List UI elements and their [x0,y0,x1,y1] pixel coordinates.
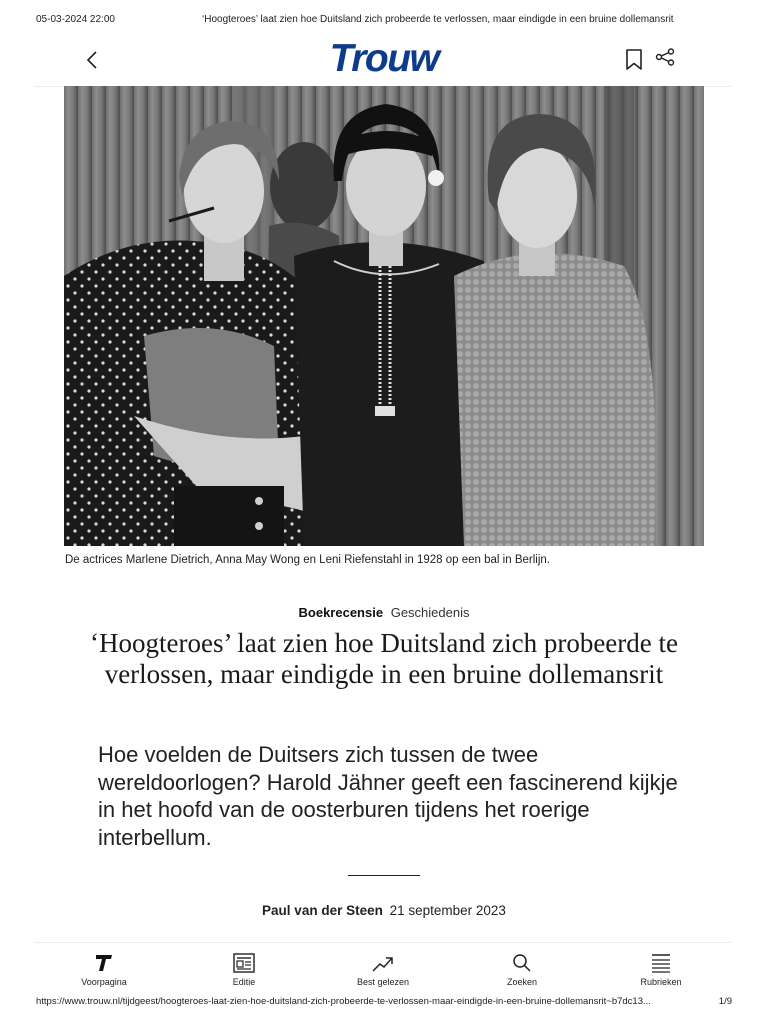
article-photo-image [64,86,704,546]
article-intro: Hoe voelden de Duitsers zich tussen de twee wereldoorlogen? Harold Jähner geeft een fascinerend kijkje in het hoofd van de oosterburen tijdens het roerige interbellum. [98,742,678,850]
top-bar [34,36,732,87]
nav-item-editie[interactable] [194,949,294,987]
share-icon [654,48,676,66]
search-icon [512,953,532,973]
print-datetime: 05-03-2024 22:00 [36,14,115,25]
trending-icon [372,955,394,973]
print-page-number: 1/9 [718,996,732,1007]
genre-label[interactable]: Boekrecensie [298,605,384,620]
nav-label: Rubrieken [640,977,682,987]
article-photo [64,86,704,546]
bookmark-icon [624,48,644,72]
print-title: ‘Hoogteroes’ laat zien hoe Duitsland zich probeerde te verlossen, maar eindigde in een bruine dollemansrit [202,14,674,25]
divider [348,875,420,876]
list-icon [650,953,672,973]
publish-date: 21 september 2023 [389,903,506,918]
photo-caption: De actrices Marlene Dietrich, Anna May Wong en Leni Riefenstahl in 1928 op een bal in Berlijn. [65,554,550,566]
trouw-logo[interactable]: Trouw [329,37,439,80]
byline [0,903,768,918]
print-footer [36,996,732,1010]
article-headline: ‘Hoogteroes’ laat zien hoe Duitsland zich probeerde te verlossen, maar eindigde in een bruine dollemansrit [90,628,679,689]
share-button[interactable] [654,48,676,66]
topic-label[interactable]: Geschiedenis [390,605,470,620]
nav-item-best-gelezen[interactable] [333,949,433,987]
nav-item-zoeken[interactable] [472,949,572,987]
nav-label: Best gelezen [356,977,410,987]
print-url: https://www.trouw.nl/tijdgeest/hoogteroes-laat-zien-hoe-duitsland-zich-probeerde-te-verlossen-maar-eindigde-in-een-bruine-dollemansrit~b7dc13... [36,996,651,1007]
bottom-nav [34,942,732,991]
newspaper-icon [233,953,255,973]
nav-label: Voorpagina [81,977,127,987]
nav-item-voorpagina[interactable] [54,949,154,987]
bookmark-button[interactable] [624,48,644,72]
author-name[interactable]: Paul van der Steen [262,903,383,918]
chevron-left-icon [82,49,104,71]
nav-item-rubrieken[interactable] [611,949,711,987]
article-labels [0,605,768,620]
print-header [36,14,732,30]
nav-label: Zoeken [506,977,538,987]
trouw-t-icon [94,953,114,973]
nav-label: Editie [232,977,256,987]
back-button[interactable] [82,49,104,71]
